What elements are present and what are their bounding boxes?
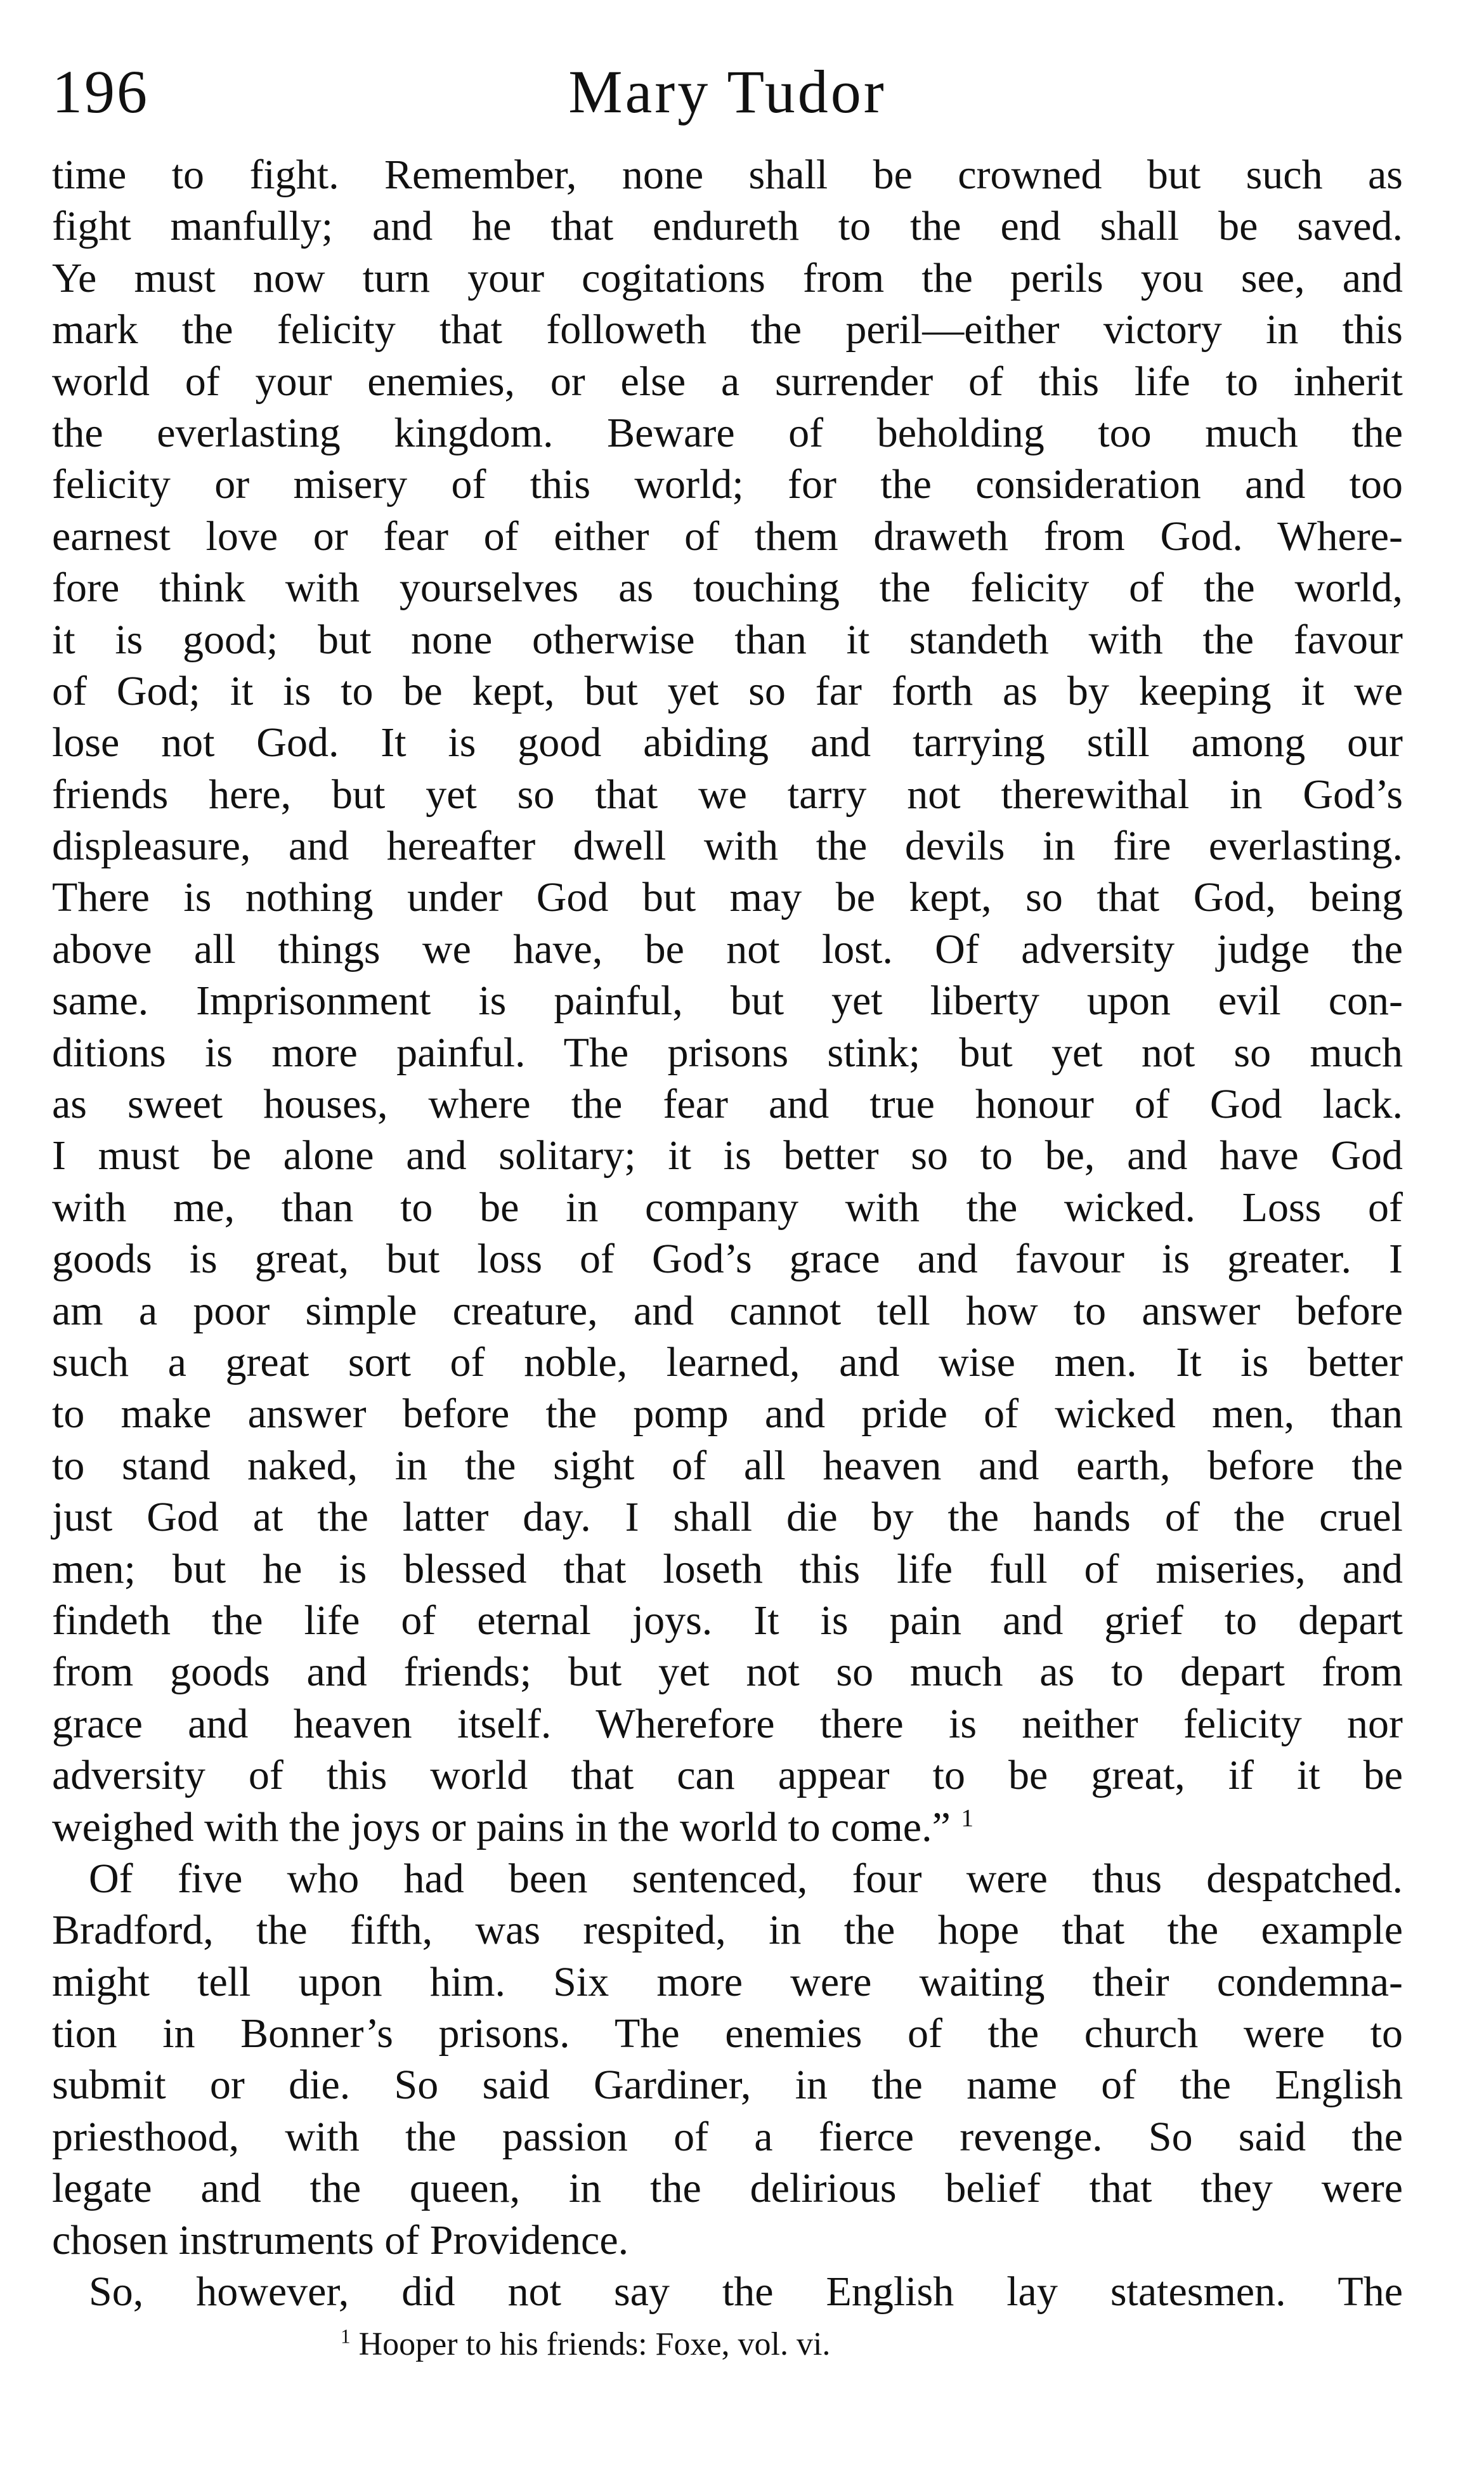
text-line: with me, than to be in company with the wicked. Loss of	[52, 1184, 1403, 1231]
text-line: lose not God. It is good abiding and tarrying still among our	[52, 719, 1403, 766]
running-title: Mary Tudor	[568, 58, 887, 126]
footnote-text: Hooper to his friends: Foxe, vol. vi.	[358, 2326, 831, 2363]
text-line: adversity of this world that can appear to be great, if it be	[52, 1752, 1403, 1799]
text-line: findeth the life of eternal joys. It is pain and grief to depart	[52, 1597, 1403, 1644]
text-line: displeasure, and hereafter dwell with the devils in fire everlasting.	[52, 823, 1403, 870]
paragraph-narrative	[52, 1853, 1403, 2266]
text-line: to make answer before the pomp and pride of wicked men, than	[52, 1391, 1403, 1437]
text-line: grace and heaven itself. Wherefore there is neither felicity nor	[52, 1700, 1403, 1747]
text-line: of God; it is to be kept, but yet so far forth as by keeping it we	[52, 667, 1403, 714]
text-line: men; but he is blessed that loseth this life full of miseries, and	[52, 1545, 1403, 1592]
text-line: felicity or misery of this world; for the consideration and too	[52, 461, 1403, 508]
footnote	[52, 2322, 1403, 2367]
text-line: earnest love or fear of either of them draweth from God. Where-	[52, 513, 1403, 560]
text-line: So, however, did not say the English lay statesmen. The	[89, 2268, 1403, 2315]
text-line: the everlasting kingdom. Beware of beholding too much the	[52, 409, 1403, 456]
body-text	[52, 149, 1403, 2317]
text-line: submit or die. So said Gardiner, in the name of the English	[52, 2062, 1403, 2109]
text-line: time to fight. Remember, none shall be crowned but such as	[52, 152, 1403, 198]
text-line: world of your enemies, or else a surrender of this life to inherit	[52, 358, 1403, 405]
footnote-marker: 1	[341, 2325, 351, 2348]
text-line: am a poor simple creature, and cannot tell how to answer before	[52, 1287, 1403, 1334]
text-line: from goods and friends; but yet not so much as to depart from	[52, 1649, 1403, 1696]
text-line: tion in Bonner’s prisons. The enemies of the church were to	[52, 2010, 1403, 2057]
text-line: just God at the latter day. I shall die by the hands of the cruel	[52, 1494, 1403, 1541]
paragraph-quotation	[52, 149, 1403, 1853]
text-line: chosen instruments of Providence.	[52, 2216, 629, 2263]
text-line: legate and the queen, in the delirious belief that they were	[52, 2165, 1403, 2212]
text-line: Of five who had been sentenced, four were thus despatched.	[89, 1855, 1403, 1902]
text-line: such a great sort of noble, learned, and wise men. It is better	[52, 1338, 1403, 1385]
text-line: to stand naked, in the sight of all heaven and earth, before the	[52, 1442, 1403, 1489]
footnote-reference[interactable]: 1	[961, 1803, 974, 1831]
text-line: above all things we have, be not lost. Of adversity judge the	[52, 926, 1403, 972]
text-line: fight manfully; and he that endureth to the end shall be saved.	[52, 203, 1403, 250]
text-line: Bradford, the fifth, was respited, in the hope that the example	[52, 1907, 1403, 1954]
page-number: 196	[52, 58, 149, 126]
text-line: goods is great, but loss of God’s grace and favour is greater. I	[52, 1236, 1403, 1283]
text-line: friends here, but yet so that we tarry not therewithal in God’s	[52, 771, 1403, 818]
text-line	[52, 1802, 1403, 1853]
text-line: as sweet houses, where the fear and true honour of God lack.	[52, 1081, 1403, 1128]
quotation-closing-text: weighed with the joys or pains in the world to come.”	[52, 1803, 951, 1850]
book-page	[52, 54, 1403, 2367]
running-head	[52, 54, 1403, 149]
text-line: mark the felicity that followeth the peril—either victory in this	[52, 306, 1403, 353]
paragraph-statesmen	[52, 2266, 1403, 2317]
text-line: fore think with yourselves as touching the felicity of the world,	[52, 565, 1403, 612]
text-line: same. Imprisonment is painful, but yet liberty upon evil con-	[52, 978, 1403, 1024]
text-line: Ye must now turn your cogitations from the perils you see, and	[52, 254, 1403, 301]
text-line: it is good; but none otherwise than it standeth with the favour	[52, 616, 1403, 663]
text-line: There is nothing under God but may be kept, so that God, being	[52, 874, 1403, 921]
text-line: ditions is more painful. The prisons stink; but yet not so much	[52, 1029, 1403, 1076]
text-line: I must be alone and solitary; it is better so to be, and have God	[52, 1132, 1403, 1179]
text-line: might tell upon him. Six more were waiting their condemna-	[52, 1958, 1403, 2005]
text-line: priesthood, with the passion of a fierce revenge. So said the	[52, 2113, 1403, 2160]
